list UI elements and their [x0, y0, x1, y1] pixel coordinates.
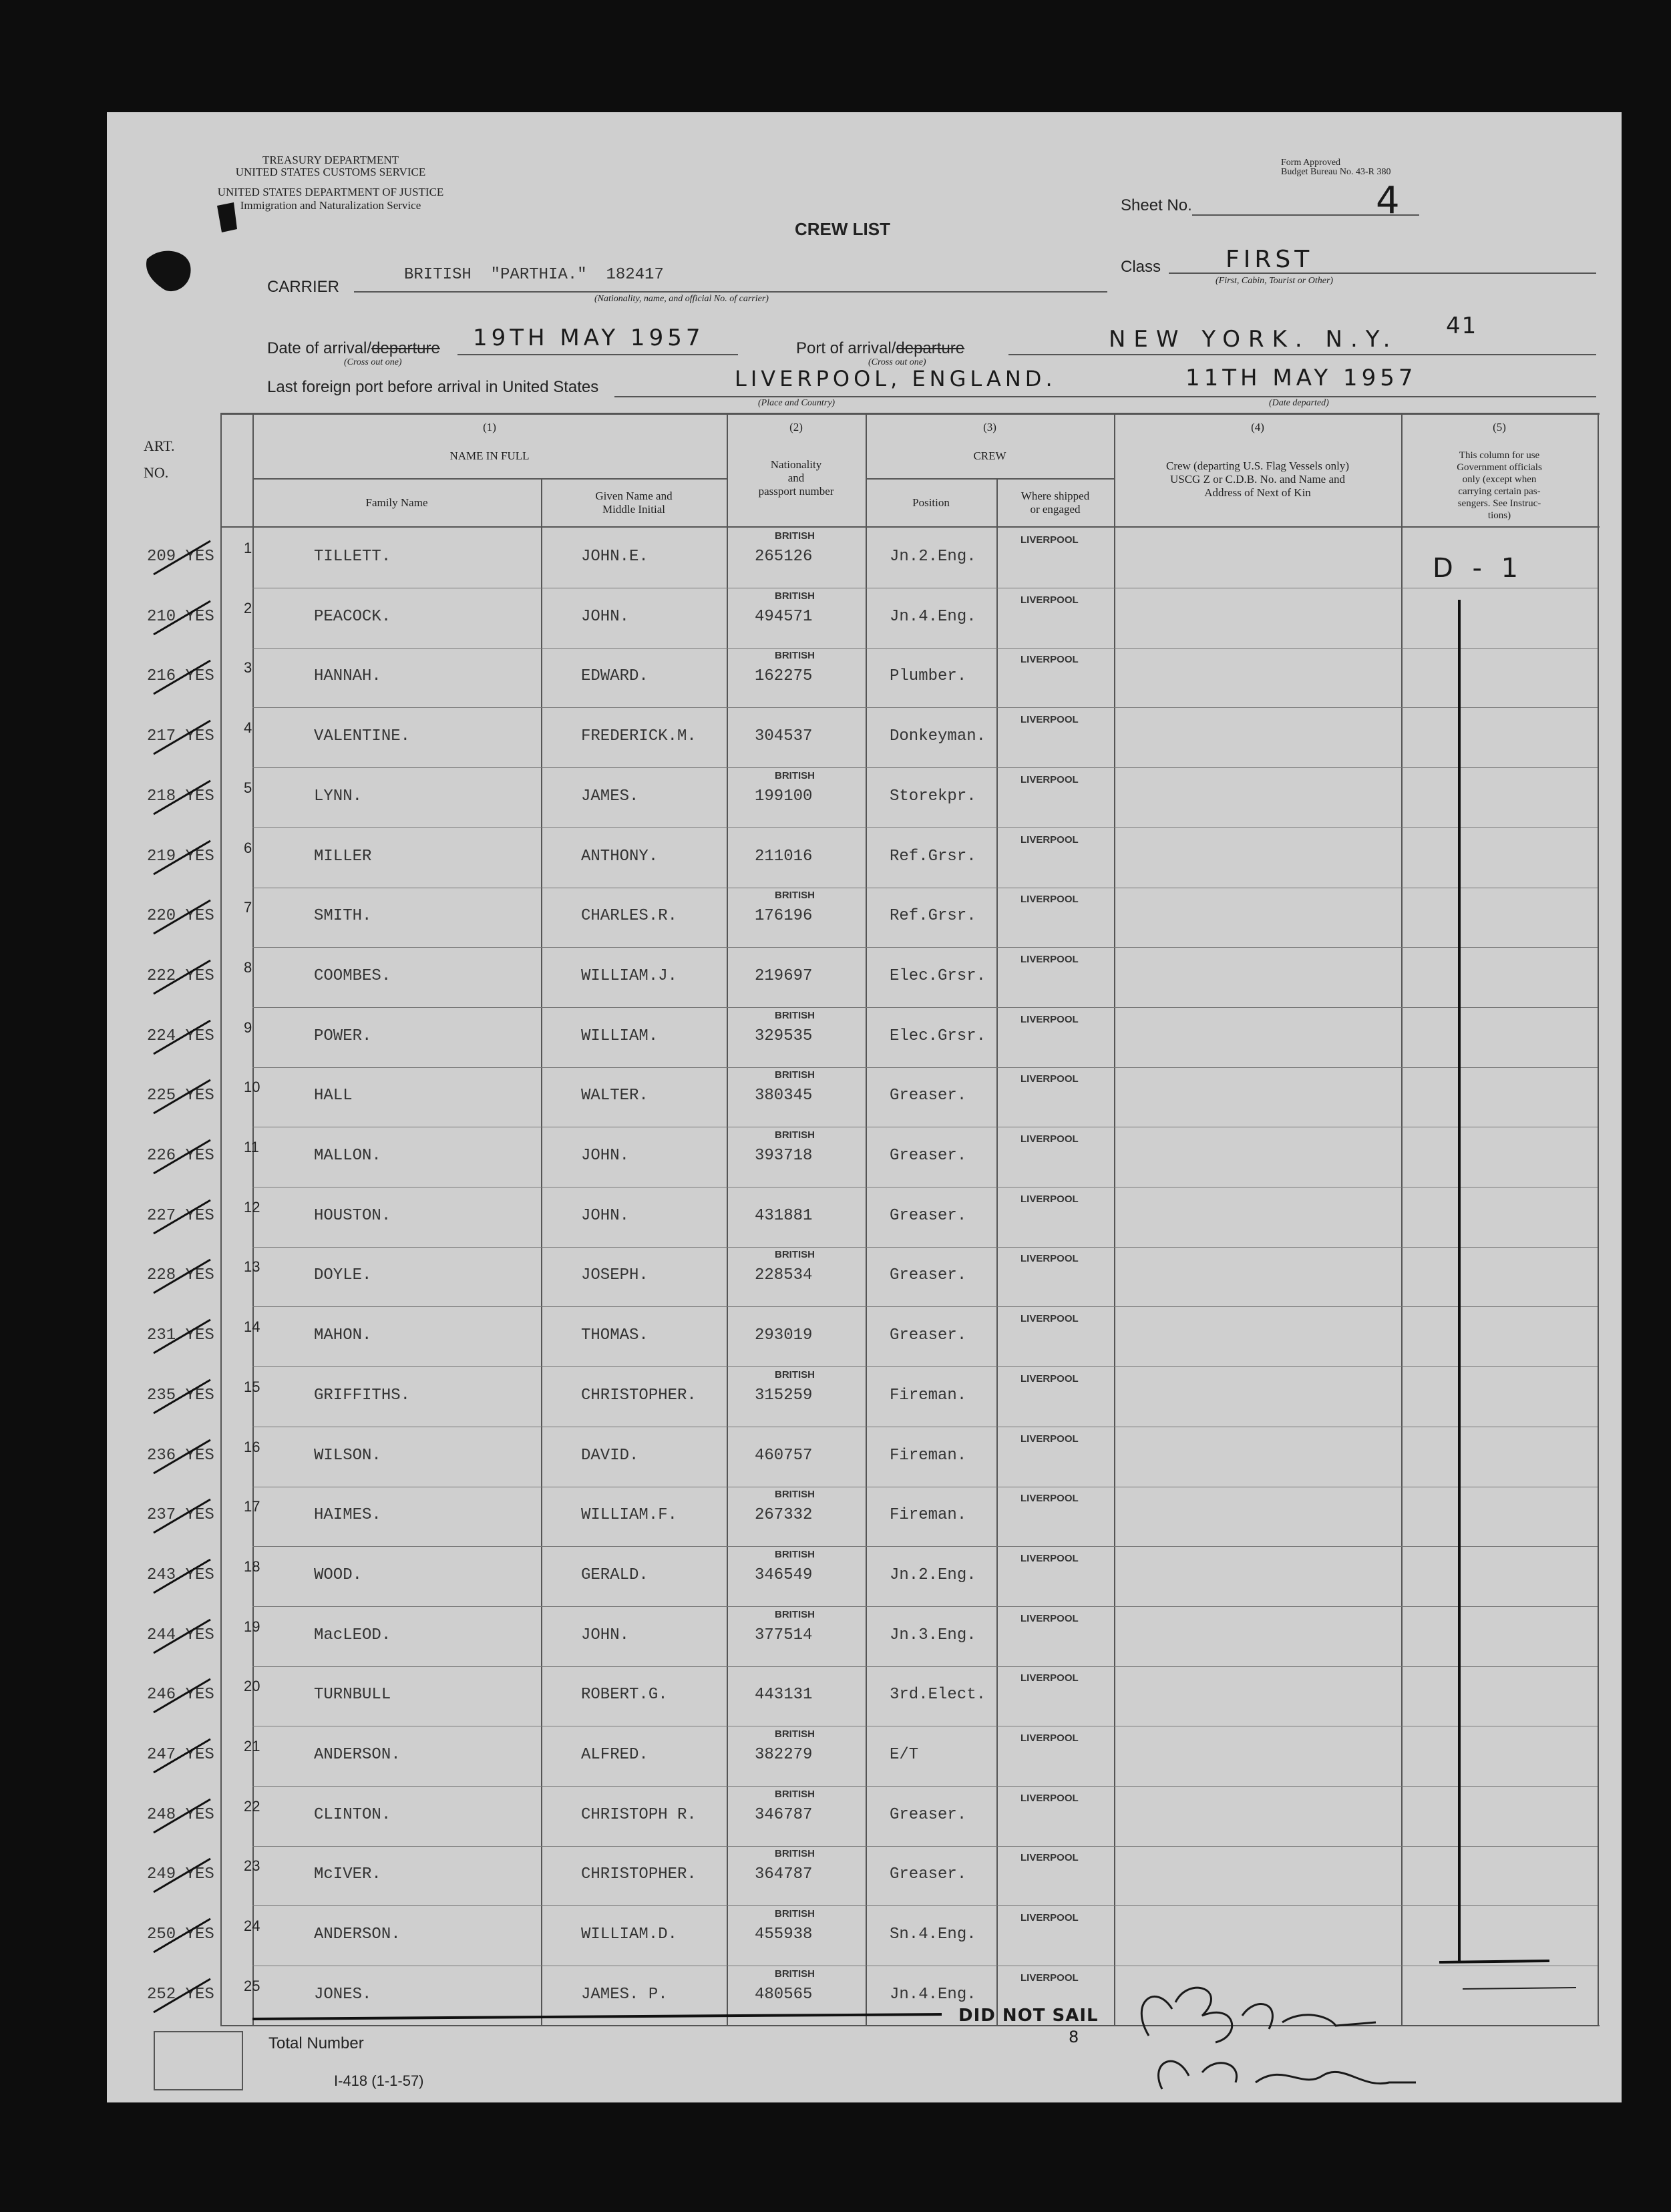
where-shipped: LIVERPOOL	[1020, 1014, 1079, 1025]
family-name: ANDERSON.	[314, 1925, 401, 1944]
art-no: 236 YES	[147, 1447, 214, 1465]
passport-number: 176196	[755, 907, 813, 925]
c1b-given-heading: Given Name and Middle Initial	[595, 490, 673, 516]
row-number: 4	[244, 719, 252, 736]
carrier-label: CARRIER	[267, 278, 340, 296]
family-name: PEACOCK.	[314, 608, 391, 626]
port-label: Port of arrival/departure	[796, 339, 965, 357]
nationality: BRITISH	[775, 1908, 815, 1919]
where-shipped: LIVERPOOL	[1020, 1732, 1079, 1744]
where-shipped: LIVERPOOL	[1020, 1073, 1079, 1085]
where-shipped: LIVERPOOL	[1020, 1852, 1079, 1863]
position: Greaser.	[890, 1806, 967, 1824]
given-name: JOSEPH.	[581, 1266, 648, 1284]
ink-blot-2	[217, 202, 237, 232]
passport-number: 431881	[755, 1207, 813, 1225]
passport-number: 211016	[755, 848, 813, 866]
row-number: 18	[244, 1558, 260, 1575]
family-name: DOYLE.	[314, 1266, 372, 1284]
given-name: EDWARD.	[581, 667, 648, 685]
nationality: BRITISH	[775, 1249, 815, 1260]
art-no: 228 YES	[147, 1266, 214, 1284]
given-name: ROBERT.G.	[581, 1686, 668, 1704]
row-number: 1	[244, 540, 252, 556]
position: E/T	[890, 1746, 919, 1764]
nationality: BRITISH	[775, 1549, 815, 1560]
class-hint: (First, Cabin, Tourist or Other)	[1216, 276, 1334, 286]
art-no: 247 YES	[147, 1746, 214, 1764]
where-shipped: LIVERPOOL	[1020, 954, 1079, 965]
position: Plumber.	[890, 667, 967, 685]
given-name: JAMES.	[581, 787, 639, 805]
given-name: CHRISTOPH R.	[581, 1806, 697, 1824]
page-title: CREW LIST	[795, 219, 890, 239]
where-shipped: LIVERPOOL	[1020, 894, 1079, 905]
where-shipped: LIVERPOOL	[1020, 1672, 1079, 1684]
row-number: 3	[244, 659, 252, 676]
row-number: 5	[244, 779, 252, 796]
position: Greaser.	[890, 1266, 967, 1284]
art-no: 219 YES	[147, 848, 214, 866]
arrival-value: 19TH MAY 1957	[473, 325, 705, 351]
nationality: BRITISH	[775, 1728, 815, 1740]
total-number-label: Total Number	[268, 2034, 364, 2052]
given-name: JOHN.	[581, 1626, 630, 1644]
family-name: CLINTON.	[314, 1806, 391, 1824]
position: Jn.3.Eng.	[890, 1626, 976, 1644]
where-shipped: LIVERPOOL	[1020, 1912, 1079, 1923]
agency-line-1: TREASURY DEPARTMENT	[262, 154, 399, 166]
passport-number: 346787	[755, 1806, 813, 1824]
agency-line-4: Immigration and Naturalization Service	[240, 199, 421, 212]
passport-number: 460757	[755, 1447, 813, 1465]
family-name: MALLON.	[314, 1147, 381, 1165]
row-number: 7	[244, 899, 252, 916]
nationality: BRITISH	[775, 1069, 815, 1081]
c3-title: CREW	[973, 449, 1006, 462]
given-name: JOHN.E.	[581, 548, 648, 566]
row-number: 12	[244, 1199, 260, 1216]
given-name: GERALD.	[581, 1566, 648, 1584]
crew-list-document	[107, 112, 1622, 2102]
carrier-value: BRITISH "PARTHIA." 182417	[404, 266, 664, 284]
row-number: 25	[244, 1978, 260, 1994]
art-no: 220 YES	[147, 907, 214, 925]
art-no: 231 YES	[147, 1326, 214, 1344]
position: Greaser.	[890, 1865, 967, 1883]
passport-number: 267332	[755, 1506, 813, 1524]
passport-number: 304537	[755, 727, 813, 745]
passport-number: 228534	[755, 1266, 813, 1284]
art-no: 246 YES	[147, 1686, 214, 1704]
row25-strike-line	[252, 2014, 942, 2019]
c3b-shipped-heading: Where shipped or engaged	[1020, 490, 1090, 516]
row-number: 21	[244, 1738, 260, 1755]
nationality: BRITISH	[775, 890, 815, 901]
passport-number: 315259	[755, 1387, 813, 1405]
family-name: McIVER.	[314, 1865, 381, 1883]
given-name: THOMAS.	[581, 1326, 648, 1344]
last-port-hint: (Place and Country)	[758, 398, 836, 408]
art-no: 210 YES	[147, 608, 214, 626]
position: Fireman.	[890, 1506, 967, 1524]
passport-number: 380345	[755, 1087, 813, 1105]
col5-bottom-pen-line-2	[1463, 1988, 1576, 1989]
where-shipped: LIVERPOOL	[1020, 1133, 1079, 1145]
passport-number: 162275	[755, 667, 813, 685]
passport-number: 443131	[755, 1686, 813, 1704]
family-name: LYNN.	[314, 787, 363, 805]
row-number: 24	[244, 1917, 260, 1934]
where-shipped: LIVERPOOL	[1020, 1193, 1079, 1205]
nationality: BRITISH	[775, 590, 815, 602]
c4-title: Crew (departing U.S. Flag Vessels only) USCG Z or C.D.B. No. and Name and Address of Next of Kin	[1165, 459, 1350, 499]
given-name: JOHN.	[581, 608, 630, 626]
signature	[1141, 1988, 1376, 2042]
form-id: I-418 (1-1-57)	[334, 2072, 424, 2089]
nationality: BRITISH	[775, 1369, 815, 1380]
art-no: 243 YES	[147, 1566, 214, 1584]
row-number: 22	[244, 1798, 260, 1815]
art-no: 227 YES	[147, 1207, 214, 1225]
position: Donkeyman.	[890, 727, 986, 745]
family-name: HANNAH.	[314, 667, 381, 685]
family-name: MacLEOD.	[314, 1626, 391, 1644]
art-no: 252 YES	[147, 1986, 214, 2004]
where-shipped: LIVERPOOL	[1020, 1613, 1079, 1624]
passport-number: 382279	[755, 1746, 813, 1764]
passport-number: 455938	[755, 1925, 813, 1944]
departed-hint: (Date departed)	[1269, 398, 1329, 408]
nationality: BRITISH	[775, 1609, 815, 1620]
art-no: 226 YES	[147, 1147, 214, 1165]
nationality: BRITISH	[775, 1848, 815, 1859]
given-name: CHRISTOPHER.	[581, 1387, 697, 1405]
passport-number: 480565	[755, 1986, 813, 2004]
c2-num: (2)	[789, 421, 803, 433]
family-name: WILSON.	[314, 1447, 381, 1465]
c3-num: (3)	[983, 421, 996, 433]
row-number: 13	[244, 1258, 260, 1275]
c1-num: (1)	[483, 421, 496, 433]
given-name: CHRISTOPHER.	[581, 1865, 697, 1883]
given-name: WILLIAM.J.	[581, 967, 678, 985]
agency-line-3: UNITED STATES DEPARTMENT OF JUSTICE	[217, 186, 444, 198]
nationality: BRITISH	[775, 1010, 815, 1021]
nationality: BRITISH	[775, 1489, 815, 1500]
did-not-sail-mark: 8	[1069, 2028, 1080, 2046]
where-shipped: LIVERPOOL	[1020, 1373, 1079, 1385]
position: Greaser.	[890, 1087, 967, 1105]
family-name: VALENTINE.	[314, 727, 411, 745]
row-number: 15	[244, 1378, 260, 1395]
row-number: 6	[244, 840, 252, 856]
port-value: NEW YORK. N.Y.	[1109, 326, 1399, 353]
family-name: GRIFFITHS.	[314, 1387, 411, 1405]
where-shipped: LIVERPOOL	[1020, 834, 1079, 846]
given-name: FREDERICK.M.	[581, 727, 697, 745]
family-name: MILLER	[314, 848, 372, 866]
form-approved: Form Approved	[1281, 158, 1341, 168]
where-shipped: LIVERPOOL	[1020, 1433, 1079, 1445]
where-shipped: LIVERPOOL	[1020, 534, 1079, 546]
last-port-label: Last foreign port before arrival in United States	[267, 378, 599, 396]
nationality: BRITISH	[775, 1789, 815, 1800]
position: Jn.2.Eng.	[890, 1566, 976, 1584]
where-shipped: LIVERPOOL	[1020, 1793, 1079, 1804]
position: Sn.4.Eng.	[890, 1925, 976, 1944]
position: Jn.4.Eng.	[890, 1986, 976, 2004]
nationality: BRITISH	[775, 530, 815, 542]
art-no: 248 YES	[147, 1806, 214, 1824]
given-name: CHARLES.R.	[581, 907, 678, 925]
where-shipped: LIVERPOOL	[1020, 654, 1079, 665]
given-name: WALTER.	[581, 1087, 648, 1105]
art-no: 235 YES	[147, 1387, 214, 1405]
row-number: 10	[244, 1079, 260, 1095]
art-no-heading: ART. NO.	[144, 437, 175, 481]
given-name: WILLIAM.F.	[581, 1506, 678, 1524]
carrier-hint: (Nationality, name, and official No. of carrier)	[594, 294, 769, 304]
row-number: 23	[244, 1857, 260, 1874]
given-name: WILLIAM.	[581, 1027, 659, 1045]
position: Elec.Grsr.	[890, 967, 986, 985]
nationality: BRITISH	[775, 1968, 815, 1980]
arrival-label: Date of arrival/departure	[267, 339, 440, 357]
sheet-value: 4	[1376, 179, 1404, 222]
family-name: SMITH.	[314, 907, 372, 925]
art-no: 244 YES	[147, 1626, 214, 1644]
position: Greaser.	[890, 1326, 967, 1344]
where-shipped: LIVERPOOL	[1020, 594, 1079, 606]
class-label: Class	[1121, 258, 1161, 276]
family-name: MAHON.	[314, 1326, 372, 1344]
col5-mark: D - 1	[1433, 553, 1524, 584]
where-shipped: LIVERPOOL	[1020, 1253, 1079, 1264]
position: Jn.2.Eng.	[890, 548, 976, 566]
total-number-box	[154, 2031, 243, 2090]
row-number: 9	[244, 1019, 252, 1036]
row-number: 11	[244, 1139, 259, 1155]
family-name: HAIMES.	[314, 1506, 381, 1524]
agency-line-2: UNITED STATES CUSTOMS SERVICE	[235, 166, 426, 178]
departed-value: 11TH MAY 1957	[1185, 365, 1417, 391]
family-name: JONES.	[314, 1986, 372, 2004]
given-name: JOHN.	[581, 1207, 630, 1225]
family-name: COOMBES.	[314, 967, 391, 985]
passport-number: 219697	[755, 967, 813, 985]
row-number: 2	[244, 600, 252, 616]
position: 3rd.Elect.	[890, 1686, 986, 1704]
row-number: 8	[244, 959, 252, 976]
family-name: ANDERSON.	[314, 1746, 401, 1764]
nationality: BRITISH	[775, 1129, 815, 1141]
passport-number: 329535	[755, 1027, 813, 1045]
given-name: DAVID.	[581, 1447, 639, 1465]
passport-number: 265126	[755, 548, 813, 566]
position: Jn.4.Eng.	[890, 608, 976, 626]
row-number: 19	[244, 1618, 260, 1635]
where-shipped: LIVERPOOL	[1020, 1313, 1079, 1324]
given-name: WILLIAM.D.	[581, 1925, 678, 1944]
did-not-sail-note: DID NOT SAIL	[958, 2006, 1099, 2026]
c2-title: Nationality and passport number	[758, 458, 834, 498]
c1-title: NAME IN FULL	[449, 449, 530, 462]
where-shipped: LIVERPOOL	[1020, 774, 1079, 785]
passport-number: 293019	[755, 1326, 813, 1344]
art-no: 222 YES	[147, 967, 214, 985]
art-no: 250 YES	[147, 1925, 214, 1944]
art-no: 216 YES	[147, 667, 214, 685]
row-number: 20	[244, 1678, 260, 1694]
ink-blot	[146, 251, 191, 291]
passport-number: 346549	[755, 1566, 813, 1584]
row-number: 14	[244, 1318, 260, 1335]
art-no: 209 YES	[147, 548, 214, 566]
c1a-family-heading: Family Name	[365, 496, 428, 509]
budget-bureau: Budget Bureau No. 43-R 380	[1281, 167, 1391, 177]
row-number: 16	[244, 1439, 260, 1455]
family-name: WOOD.	[314, 1566, 363, 1584]
art-no: 224 YES	[147, 1027, 214, 1045]
class-value: FIRST	[1226, 246, 1314, 273]
passport-number: 377514	[755, 1626, 813, 1644]
side-number: 41	[1446, 313, 1478, 339]
passport-number: 199100	[755, 787, 813, 805]
position: Storekpr.	[890, 787, 976, 805]
nationality: BRITISH	[775, 770, 815, 781]
given-name: JOHN.	[581, 1147, 630, 1165]
art-no: 249 YES	[147, 1865, 214, 1883]
position: Elec.Grsr.	[890, 1027, 986, 1045]
passport-number: 364787	[755, 1865, 813, 1883]
c5-title: This column for use Government officials only (except when carrying certain pas- sengers. See Instruc- tions)	[1457, 450, 1542, 521]
family-name: HALL	[314, 1087, 353, 1105]
row-number: 17	[244, 1498, 260, 1515]
where-shipped: LIVERPOOL	[1020, 714, 1079, 725]
last-port-value: LIVERPOOL, ENGLAND.	[735, 366, 1057, 391]
passport-number: 393718	[755, 1147, 813, 1165]
nationality: BRITISH	[775, 650, 815, 661]
family-name: HOUSTON.	[314, 1207, 391, 1225]
position: Fireman.	[890, 1447, 967, 1465]
where-shipped: LIVERPOOL	[1020, 1493, 1079, 1504]
given-name: ANTHONY.	[581, 848, 659, 866]
where-shipped: LIVERPOOL	[1020, 1972, 1079, 1984]
art-no: 225 YES	[147, 1087, 214, 1105]
arrival-hint: (Cross out one)	[344, 357, 402, 367]
sheet-label: Sheet No.	[1121, 196, 1192, 214]
c5-num: (5)	[1493, 421, 1506, 433]
signature-title	[1159, 2061, 1416, 2089]
where-shipped: LIVERPOOL	[1020, 1553, 1079, 1564]
position: Greaser.	[890, 1207, 967, 1225]
position: Fireman.	[890, 1387, 967, 1405]
family-name: POWER.	[314, 1027, 372, 1045]
position: Ref.Grsr.	[890, 848, 976, 866]
family-name: TILLETT.	[314, 548, 391, 566]
col5-bottom-pen-line	[1439, 1961, 1549, 1962]
c4-num: (4)	[1251, 421, 1264, 433]
art-no: 218 YES	[147, 787, 214, 805]
art-no: 217 YES	[147, 727, 214, 745]
position: Ref.Grsr.	[890, 907, 976, 925]
given-name: JAMES. P.	[581, 1986, 668, 2004]
port-hint: (Cross out one)	[868, 357, 926, 367]
pen-marks	[107, 112, 1622, 2102]
passport-number: 494571	[755, 608, 813, 626]
given-name: ALFRED.	[581, 1746, 648, 1764]
family-name: TURNBULL	[314, 1686, 391, 1704]
art-no: 237 YES	[147, 1506, 214, 1524]
position: Greaser.	[890, 1147, 967, 1165]
c3a-position-heading: Position	[912, 496, 950, 509]
